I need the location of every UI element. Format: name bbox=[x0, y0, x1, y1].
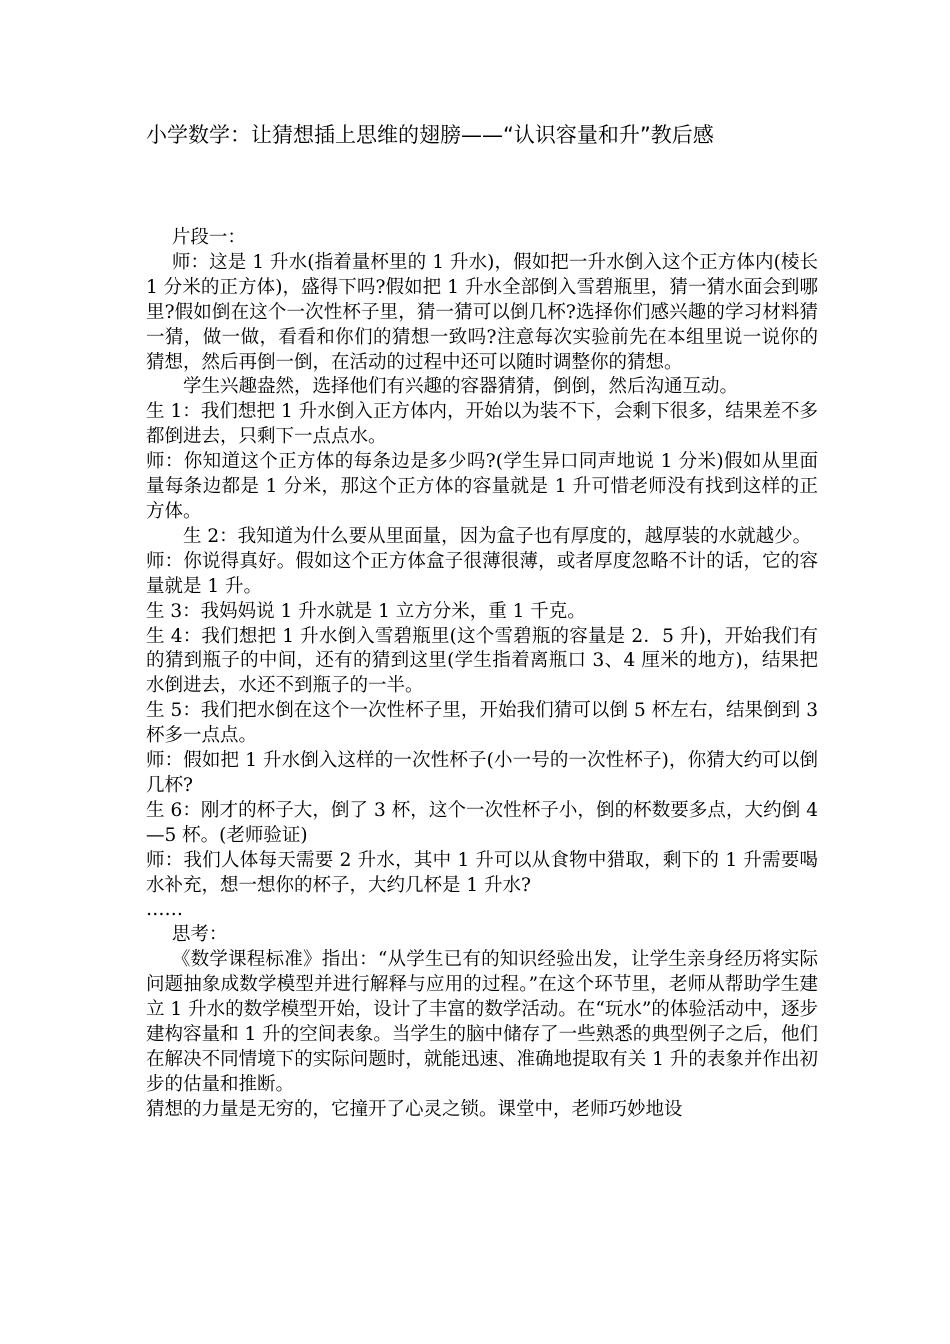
paragraph: 师：你知道这个正方体的每条边是多少吗?(学生异口同声地说 1 分米)假如从里面量每条边都是 1 分米，那这个正方体的容量就是 1 升可惜老师没有找到这样的正方体。 bbox=[146, 451, 818, 522]
document-title: 小学数学：让猜想插上思维的翅膀——“认识容量和升”教后感 bbox=[146, 123, 714, 147]
paragraph: 学生兴趣盎然，选择他们有兴趣的容器猜猜，倒倒，然后沟通互动。 bbox=[183, 376, 739, 398]
document-body bbox=[146, 226, 818, 1123]
paragraph: 片段一： bbox=[171, 227, 246, 248]
paragraph: 生 5：我们把水倒在这个一次性杯子里，开始我们猜可以倒 5 杯左右，结果倒到 3 杯多一点点。 bbox=[146, 700, 818, 747]
paragraph: 师：这是 1 升水(指着量杯里的 1 升水)，假如把一升水倒入这个正方体内(棱长 1 分米的正方体)，盛得下吗?假如把 1 升水全部倒入雪碧瓶里，猜一猜水面会到哪里?假如倒在这个一次性杯子里，猜一猜可以倒几杯?选择你们感兴趣的学习材料猜一猜，做一做，看看和你们的猜想一致吗?注意每次实验前先在本组里说一说你的猜想，然后再倒一倒，在活动的过程中还可以随时调整你的猜想。 bbox=[146, 251, 818, 373]
paragraph: 思考： bbox=[171, 924, 228, 946]
paragraph: 生 6：刚才的杯子大，倒了 3 杯，这个一次性杯子小，倒的杯数要多点，大约倒 4—5 杯。(老师验证) bbox=[146, 799, 818, 846]
paragraph: 猜想的力量是无穷的，它撞开了心灵之锁。课堂中，老师巧妙地设 bbox=[146, 1098, 683, 1120]
paragraph: 师：你说得真好。假如这个正方体盒子很薄很薄，或者厚度忽略不计的话，它的容量就是 1 升。 bbox=[146, 550, 818, 597]
paragraph: 生 2：我知道为什么要从里面量，因为盒子也有厚度的，越厚装的水就越少。 bbox=[183, 525, 812, 547]
paragraph: 《数学课程标准》指出：“从学生已有的知识经验出发，让学生亲身经历将实际问题抽象成数学模型并进行解释与应用的过程。”在这个环节里，老师从帮助学生建立 1 升水的数学模型开始，设计了丰富的数学活动。在“玩水”的体验活动中，逐步建构容量和 1 升的空间表象。当学生的脑中储存了一些熟悉的典型例子之后，他们在解决不同情境下的实际问题时，就能迅速、准确地提取有关 1 升的表象并作出初步的估量和推断。 bbox=[146, 949, 818, 1095]
paragraph: 师：假如把 1 升水倒入这样的一次性杯子(小一号的一次性杯子)，你猜大约可以倒几杯? bbox=[146, 750, 818, 796]
ellipsis-line: …… bbox=[146, 899, 183, 921]
paragraph: 生 1：我们想把 1 升水倒入正方体内，开始以为装不下，会剩下很多，结果差不多都倒进去，只剩下一点点水。 bbox=[146, 401, 818, 448]
paragraph: 师：我们人体每天需要 2 升水，其中 1 升可以从食物中猎取，剩下的 1 升需要喝水补充，想一想你的杯子，大约几杯是 1 升水? bbox=[146, 849, 818, 896]
paragraph: 生 4：我们想把 1 升水倒入雪碧瓶里(这个雪碧瓶的容量是 2．5 升)，开始我们有的猜到瓶子的中间，还有的猜到这里(学生指着离瓶口 3、4 厘米的地方)，结果把水倒进去，水还不到瓶子的一半。 bbox=[146, 625, 818, 697]
paragraph: 生 3：我妈妈说 1 升水就是 1 立方分米，重 1 千克。 bbox=[146, 600, 586, 622]
